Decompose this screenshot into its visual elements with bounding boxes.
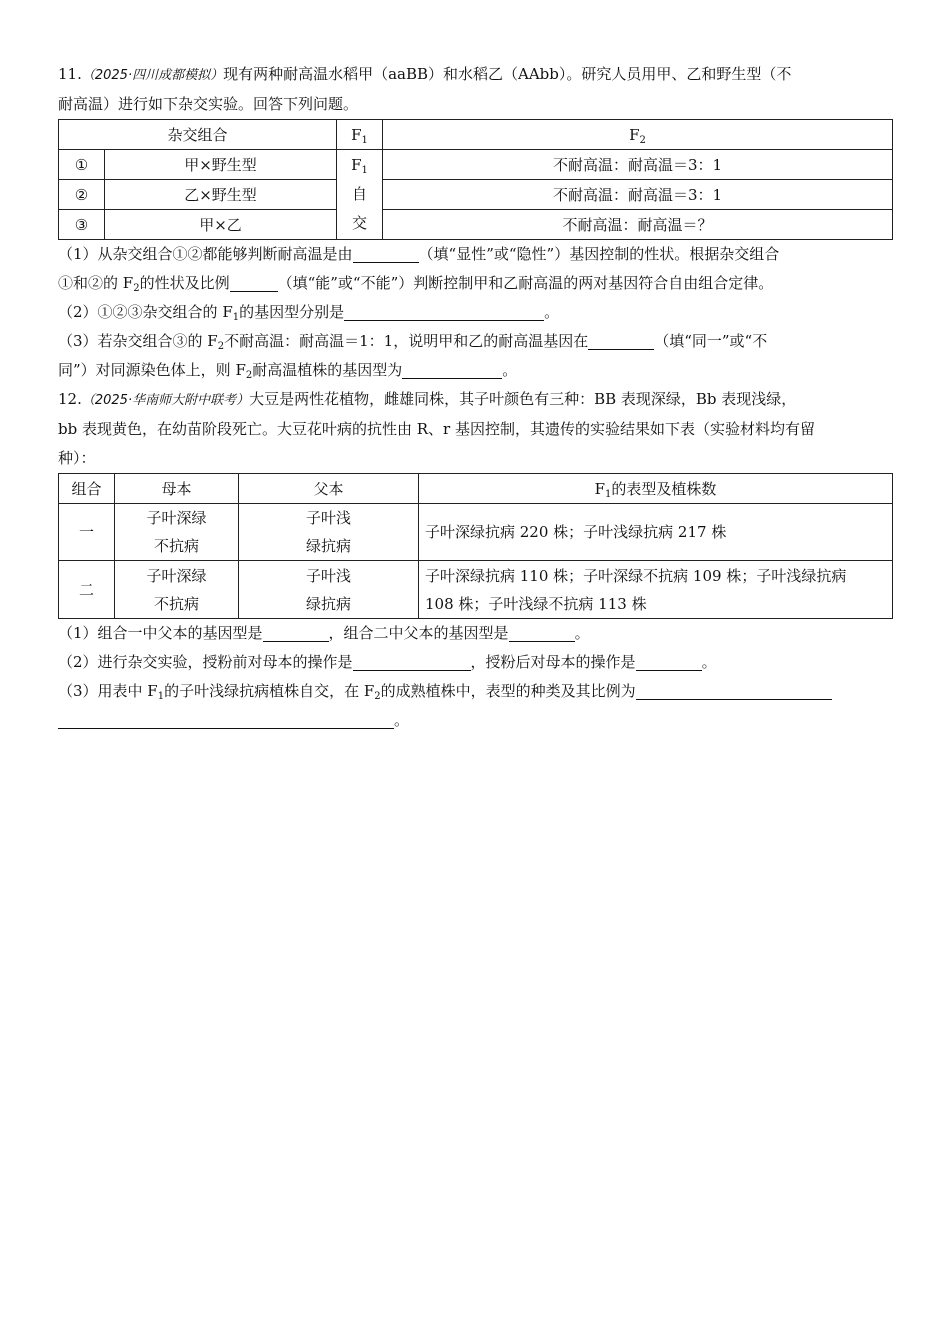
row-group: 一 — [59, 504, 115, 561]
answer-blank[interactable] — [636, 652, 702, 671]
answer-blank[interactable] — [344, 302, 544, 321]
q12-sub3-line2: 。 — [58, 706, 892, 735]
q12-stem-line3: 种）： — [58, 449, 96, 467]
row-group: 二 — [59, 561, 115, 619]
header-group: 组合 — [59, 474, 115, 504]
row-mother: 子叶深绿 不抗病 — [115, 561, 239, 619]
row-cross: 乙×野生型 — [105, 180, 337, 210]
q11-sub1-line2: ①和②的 $F_2$的性状及比例 （填“能”或“不能”）判断控制甲和乙耐高温的两对基因符合自由组合定律。 — [58, 274, 774, 294]
q12-sub2: （2）进行杂交实验，授粉前对母本的操作是 ，授粉后对母本的操作是 。 — [58, 653, 717, 671]
row-result: 子叶深绿抗病 220 株；子叶浅绿抗病 217 株 — [419, 504, 893, 561]
q11-stem-part1: 现有两种耐高温水稻甲（aaBB）和水稻乙（AAbb）。研究人员用甲、乙和野生型（不 — [223, 65, 792, 83]
row-cross: 甲×乙 — [105, 210, 337, 240]
q12-number: 12. — [58, 390, 82, 408]
header-f1: $F_1$ — [337, 120, 383, 150]
q11-stem-part2: 耐高温）进行如下杂交实验。回答下列问题。 — [58, 95, 359, 113]
header-father: 父本 — [239, 474, 419, 504]
answer-blank[interactable] — [402, 360, 502, 379]
q12-sub3-line1: （3）用表中 $F_1$的子叶浅绿抗病植株自交，在 $F_2$的成熟植株中，表型的种类及其比例为 — [58, 677, 892, 706]
q11-stem-line1 — [58, 60, 892, 90]
row-f2: 不耐高温：耐高温＝3：1 — [383, 180, 893, 210]
answer-blank[interactable] — [353, 652, 471, 671]
row-father: 子叶浅 绿抗病 — [239, 504, 419, 561]
answer-blank[interactable] — [509, 623, 575, 642]
content — [58, 60, 892, 735]
q11-table-header — [59, 120, 893, 150]
q12-sub1: （1）组合一中父本的基因型是 ，组合二中父本的基因型是 。 — [58, 624, 590, 642]
q12-stem-line2: bb 表现黄色，在幼苗阶段死亡。大豆花叶病的抗性由 R、r 基因控制，其遗传的实验结果如下表（实验材料均有留 — [58, 420, 815, 438]
table-row — [59, 561, 893, 619]
answer-blank[interactable] — [588, 331, 654, 350]
row-cross: 甲×野生型 — [105, 150, 337, 180]
q11-sub2: （2）①②③杂交组合的 $F_1$的基因型分别是 。 — [58, 303, 560, 323]
answer-blank[interactable] — [58, 710, 394, 729]
header-result: $F_1$的表型及植株数 — [419, 474, 893, 504]
q11-sub3-line2: 同”）对同源染色体上，则 $F_2$耐高温植株的基因型为 。 — [58, 361, 518, 381]
q12-table-header — [59, 474, 893, 504]
f1-selfing-cell: $F_1$ 自 交 — [337, 150, 383, 240]
answer-blank[interactable] — [636, 681, 832, 700]
answer-blank[interactable] — [230, 273, 278, 292]
q12-stem-line1 — [58, 385, 892, 415]
answer-blank[interactable] — [263, 623, 329, 642]
q12-source: （2025·华南师大附中联考） — [81, 393, 250, 408]
row-f2: 不耐高温：耐高温＝？ — [383, 210, 893, 240]
row-index: ③ — [59, 210, 105, 240]
q11-stem-line2 — [58, 90, 892, 119]
header-f2: $F_2$ — [383, 120, 893, 150]
header-cross: 杂交组合 — [59, 120, 337, 150]
row-f2: 不耐高温：耐高温＝3：1 — [383, 150, 893, 180]
row-index: ② — [59, 180, 105, 210]
q11-number: 11. — [58, 65, 82, 83]
row-result: 子叶深绿抗病 110 株；子叶深绿不抗病 109 株；子叶浅绿抗病 108 株；子叶浅绿不抗病 113 株 — [419, 561, 893, 619]
row-mother: 子叶深绿 不抗病 — [115, 504, 239, 561]
row-father: 子叶浅 绿抗病 — [239, 561, 419, 619]
q11-table — [58, 119, 893, 240]
q12-stem-part1: 大豆是两性花植物，雌雄同株，其子叶颜色有三种：BB 表现深绿，Bb 表现浅绿， — [249, 390, 797, 408]
row-index: ① — [59, 150, 105, 180]
table-row — [59, 180, 893, 210]
answer-blank[interactable] — [353, 244, 419, 263]
table-row — [59, 504, 893, 561]
q12-table — [58, 473, 893, 619]
q11-source: （2025·四川成都模拟） — [81, 68, 224, 83]
header-mother: 母本 — [115, 474, 239, 504]
q11-sub3-line1: （3）若杂交组合③的 $F_2$不耐高温：耐高温＝1：1，说明甲和乙的耐高温基因在 （填“同一”或“不 — [58, 332, 768, 352]
table-row — [59, 150, 893, 180]
q11-sub1-line1: （1）从杂交组合①②都能够判断耐高温是由 （填“显性”或“隐性”）基因控制的性状。根据杂交组合 — [58, 245, 780, 263]
table-row — [59, 210, 893, 240]
